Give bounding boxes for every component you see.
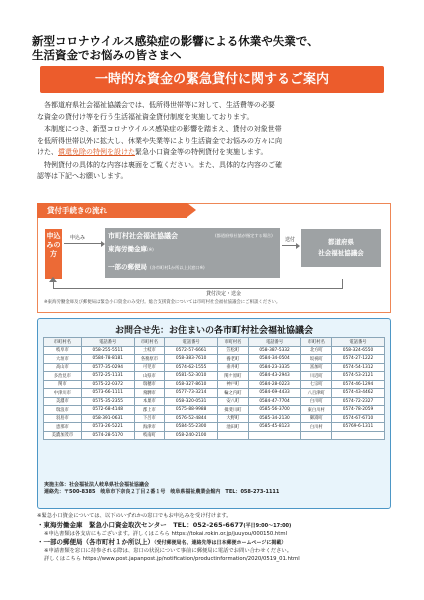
municipality-cell: 大垣市 bbox=[44, 355, 82, 364]
column-header: 電話番号 bbox=[165, 338, 218, 347]
phone-cell: 0584-43-2943 bbox=[248, 372, 301, 381]
phone-cell: 05769-6-1311 bbox=[332, 423, 385, 432]
table-row bbox=[44, 397, 385, 406]
send-arrow bbox=[282, 245, 296, 246]
table-row bbox=[44, 431, 385, 440]
municipality-cell: 可児市 bbox=[134, 363, 165, 372]
phone-cell: 0575-88-9988 bbox=[165, 406, 218, 415]
municipality-cell: 七宗町 bbox=[301, 380, 332, 389]
phone-cell: 0574-78-2059 bbox=[332, 406, 385, 415]
note-tokai-bank: ・東海労働金庫 緊急小口資金取次センター TEL：052-265-6677(平日9:00〜17:00) bbox=[37, 520, 292, 529]
municipal-council-note: (都道府県社協が指定する場合) bbox=[215, 233, 273, 238]
intro-paragraph-2: 本制度につき、新型コロナウイルス感染症の影響を踏まえ、貸付の対象世帯 を低所得世帯以外に拡大し、休業や失業等により生活資金でお悩みの方々に向 けた、償還免除の特例を設けた緊急小口資金等の特例貸付を実施します。 bbox=[37, 125, 282, 156]
phone-cell: 058-324-6550 bbox=[332, 346, 385, 355]
municipality-cell: 関市 bbox=[44, 380, 82, 389]
table-row bbox=[44, 372, 385, 381]
phone-cell: 058-383-7610 bbox=[165, 355, 218, 364]
phone-cell: 0585-45-8123 bbox=[248, 423, 301, 432]
municipality-cell: 揖斐川町 bbox=[218, 406, 249, 415]
table-row bbox=[44, 346, 385, 355]
municipality-cell: 安八町 bbox=[218, 397, 249, 406]
exemption-highlight: 償還免除の特例を設けた bbox=[58, 148, 135, 156]
contact-title: お問合せ先：お住まいの各市町村社会福祉協議会 bbox=[114, 326, 314, 336]
note-post-office-link[interactable]: 詳しくはこちら https://www.post.japanpost.jp/notification/productinformation/2020/0519_01.html bbox=[44, 555, 300, 562]
contact-table bbox=[43, 337, 385, 440]
municipality-cell: 関ケ原町 bbox=[218, 372, 249, 381]
header-title-line-1: 新型コロナウイルス感染症の影響による休業や失業で、 bbox=[32, 34, 319, 48]
table-row bbox=[44, 355, 385, 364]
municipality-cell: 土岐市 bbox=[134, 346, 165, 355]
column-header: 市町村名 bbox=[301, 338, 332, 347]
phone-cell: 058-255-5511 bbox=[81, 346, 134, 355]
municipality-cell: 東白川村 bbox=[301, 406, 332, 415]
table-row bbox=[44, 389, 385, 398]
phone-cell: 0577-73-3214 bbox=[165, 389, 218, 398]
phone-cell: 058-391-0631 bbox=[81, 414, 134, 423]
municipality-cell: 瑞穂市 bbox=[134, 380, 165, 389]
municipality-cell: 坂祝町 bbox=[301, 355, 332, 364]
table-row bbox=[44, 414, 385, 423]
apply-label: 申込み bbox=[70, 235, 86, 241]
intro-text bbox=[37, 100, 389, 184]
note-post-office: ・一部の郵便局（各市町村１か所以上）（受付郵便局名、連絡先等は日本郵便ホームページに掲載） bbox=[37, 538, 287, 546]
phone-cell: 0584-34-0504 bbox=[248, 355, 301, 364]
loan-procedure-flow bbox=[37, 203, 391, 313]
phone-cell: 0572-25-1131 bbox=[81, 372, 134, 381]
tokai-labour-bank-label: 東海労働金庫(※) bbox=[108, 245, 154, 253]
municipality-cell: 本巣市 bbox=[134, 397, 165, 406]
municipality-cell: 下呂市 bbox=[134, 414, 165, 423]
phone-cell: 0572-57-6661 bbox=[165, 346, 218, 355]
phone-cell: 058-387-5332 bbox=[248, 346, 301, 355]
phone-cell: 0574-54-1312 bbox=[332, 363, 385, 372]
municipality-cell: 北方町 bbox=[301, 346, 332, 355]
municipality-cell: 神戸町 bbox=[218, 380, 249, 389]
phone-cell: 0574-62-1555 bbox=[165, 363, 218, 372]
applicant-box: 申込みの方 bbox=[45, 229, 62, 279]
phone-cell: 058-240-2100 bbox=[165, 431, 218, 440]
municipality-cell: 美濃市 bbox=[44, 397, 82, 406]
municipality-cell: 御嵩町 bbox=[301, 414, 332, 423]
local-intake-block bbox=[105, 228, 280, 278]
phone-cell: 0573-26-5221 bbox=[81, 423, 134, 432]
flow-heading: 貸付手続きの流れ bbox=[37, 203, 187, 218]
phone-cell: 0581-52-3010 bbox=[165, 372, 218, 381]
phone-cell: 0575-22-0372 bbox=[81, 380, 134, 389]
notes-section bbox=[37, 513, 397, 563]
note-tokai-link[interactable]: ※申込書類は各支店にもございます。詳しくはこちら https://tokai.rokin.or.jp/juuyou/000150.html bbox=[44, 530, 287, 537]
phone-cell: 0584-55-2300 bbox=[165, 423, 218, 432]
post-office-label: 一部の郵便局 (各市町村1か所以上)(窓口※) bbox=[108, 263, 205, 271]
phone-cell: 058-327-8610 bbox=[165, 380, 218, 389]
municipality-cell: 多治見市 bbox=[44, 372, 82, 381]
municipality-cell: 笠松町 bbox=[218, 346, 249, 355]
phone-cell: 0584-69-4433 bbox=[248, 389, 301, 398]
column-header: 電話番号 bbox=[81, 338, 134, 347]
municipality-cell: 山県市 bbox=[134, 372, 165, 381]
intro-paragraph-1: 各都道府県社会福祉協議会では、低所得世帯等に対して、生活費等の必要 な資金の貸付け等を行う生活福祉資金貸付制度を実施しております。 bbox=[37, 101, 275, 121]
municipality-cell: 岐阜市 bbox=[44, 346, 82, 355]
municipality-cell: 飛騨市 bbox=[134, 389, 165, 398]
municipality-cell: 白川町 bbox=[301, 397, 332, 406]
return-arrow bbox=[49, 277, 57, 282]
municipality-cell: 海津市 bbox=[134, 423, 165, 432]
phone-cell bbox=[332, 431, 385, 440]
phone-cell: 0574-53-2121 bbox=[332, 372, 385, 381]
municipality-cell: 羽島市 bbox=[44, 414, 82, 423]
municipality-cell: 輪之内町 bbox=[218, 389, 249, 398]
phone-cell bbox=[248, 431, 301, 440]
municipality-cell: 養老町 bbox=[218, 355, 249, 364]
phone-cell: 0584-78-8181 bbox=[81, 355, 134, 364]
table-row bbox=[44, 406, 385, 415]
phone-cell: 0574-27-1222 bbox=[332, 355, 385, 364]
municipality-cell: 大野町 bbox=[218, 414, 249, 423]
phone-cell: 0576-52-4844 bbox=[165, 414, 218, 423]
contact-section bbox=[37, 318, 391, 509]
phone-cell: 0574-46-1294 bbox=[332, 380, 385, 389]
column-header: 電話番号 bbox=[332, 338, 385, 347]
phone-cell: 0574-28-5170 bbox=[81, 431, 134, 440]
send-label: 送付 bbox=[285, 237, 296, 243]
municipality-cell: 富加町 bbox=[301, 363, 332, 372]
note-post-office-call: ※申請書類を窓口に持参される際は、窓口の状況について事前に郵便局に電話でお問い合わせください。 bbox=[44, 548, 292, 554]
column-header: 市町村名 bbox=[134, 338, 165, 347]
phone-cell: 0585-56-3700 bbox=[248, 406, 301, 415]
note-alternative-windows: ※緊急小口資金については、以下のいずれかの窓口でもお申込みを受け付けます。 bbox=[37, 513, 232, 519]
column-header: 電話番号 bbox=[248, 338, 301, 347]
municipality-cell: 恵那市 bbox=[44, 423, 82, 432]
title-banner: 一時的な資金の緊急貸付に関するご案内 bbox=[40, 66, 384, 93]
phone-cell: 058-320-0531 bbox=[165, 397, 218, 406]
table-row bbox=[44, 380, 385, 389]
municipality-cell bbox=[301, 431, 332, 440]
header-title-line-2: 生活資金でお悩みの皆さまへ bbox=[32, 48, 182, 62]
municipality-cell: 白川村 bbox=[301, 423, 332, 432]
return-path bbox=[53, 279, 343, 289]
municipality-cell: 垂井町 bbox=[218, 363, 249, 372]
municipal-council-label: 市町村社会福祉協議会 bbox=[108, 232, 178, 240]
phone-cell: 0585-34-2130 bbox=[248, 414, 301, 423]
municipality-cell: 美濃加茂市 bbox=[44, 431, 82, 440]
municipality-cell: 岐南町 bbox=[134, 431, 165, 440]
phone-cell: 0574-43-4462 bbox=[332, 389, 385, 398]
municipality-cell: 郡上市 bbox=[134, 406, 165, 415]
municipality-cell: 瑞浪市 bbox=[44, 406, 82, 415]
phone-cell: 0572-68-4148 bbox=[81, 406, 134, 415]
contact-footer: 実施主体：社会福祉法人岐阜県社会福祉協議会 連絡先：〒500-8385 岐阜市下奈良２丁目２番１号 岐阜県福祉農業会館内 TEL：058-273-1111 bbox=[44, 482, 280, 496]
phone-cell: 0575-35-2355 bbox=[81, 397, 134, 406]
phone-cell: 0574-72-2327 bbox=[332, 397, 385, 406]
column-header: 市町村名 bbox=[44, 338, 82, 347]
table-row bbox=[44, 363, 385, 372]
phone-cell: 0584-28-0223 bbox=[248, 380, 301, 389]
intro-paragraph-3: 特例貸付の具体的な内容は裏面をご覧ください。また、具体的な内容のご確 認等は下記へお願いします。 bbox=[37, 160, 282, 180]
apply-arrow bbox=[64, 243, 101, 244]
municipality-cell: 高山市 bbox=[44, 363, 82, 372]
municipality-cell: 川辺町 bbox=[301, 372, 332, 381]
municipality-cell: 八百津町 bbox=[301, 389, 332, 398]
phone-cell: 0573-66-1111 bbox=[81, 389, 134, 398]
table-header-row bbox=[44, 338, 385, 347]
phone-cell: 0584-23-3335 bbox=[248, 363, 301, 372]
prefectural-council-block: 都道府県 社会福祉協議会 bbox=[301, 229, 381, 267]
column-header: 市町村名 bbox=[218, 338, 249, 347]
municipality-cell: 中津川市 bbox=[44, 389, 82, 398]
phone-cell: 0577-35-0294 bbox=[81, 363, 134, 372]
flow-footnote: ※東海労働金庫及び郵便局は緊急小口資金のみ受付。総合支援資金については市町村社会福祉協議会にご相談ください。 bbox=[44, 300, 281, 305]
municipality-cell bbox=[218, 431, 249, 440]
municipality-cell: 池田町 bbox=[218, 423, 249, 432]
municipality-cell: 各務原市 bbox=[134, 355, 165, 364]
table-row bbox=[44, 423, 385, 432]
return-label: 貸付決定・送金 bbox=[206, 291, 242, 297]
page-header bbox=[32, 34, 392, 62]
phone-cell: 0574-67-6710 bbox=[332, 414, 385, 423]
phone-cell: 0584-47-7704 bbox=[248, 397, 301, 406]
